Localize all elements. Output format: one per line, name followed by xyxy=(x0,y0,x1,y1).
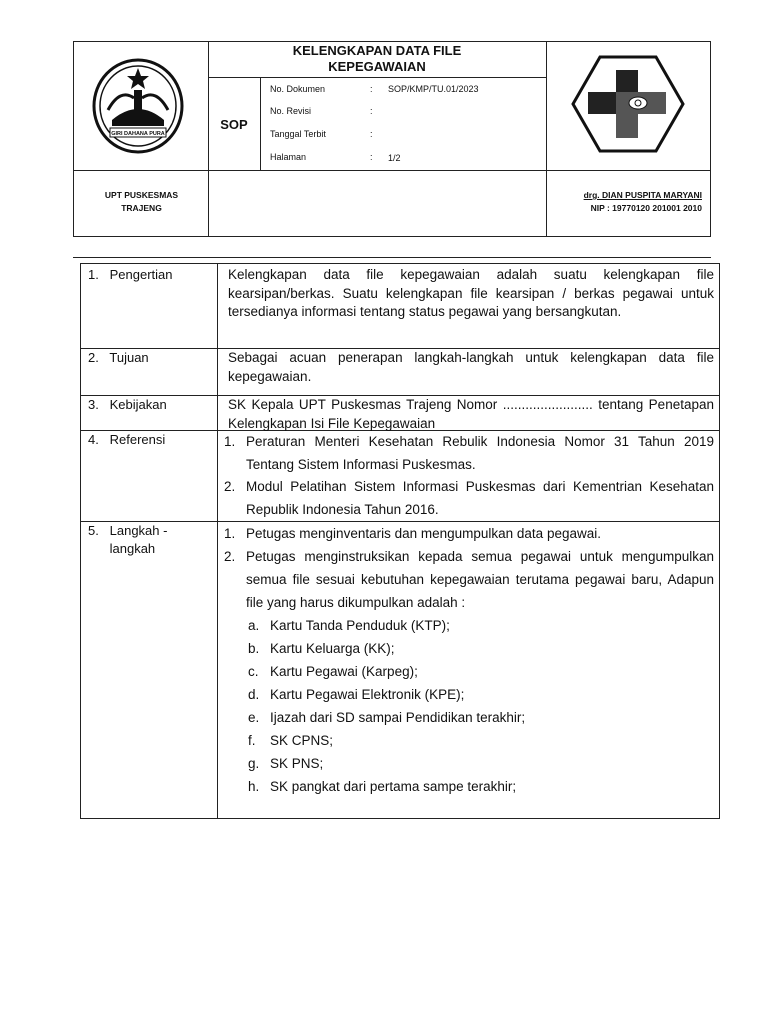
meta-sep-issue-date: : xyxy=(370,129,373,139)
section-title: Pengertian xyxy=(109,267,173,282)
section-number: 1. xyxy=(88,267,99,282)
signer-nip: NIP : 19770120 201001 2010 xyxy=(590,203,702,213)
section-label-referensi xyxy=(88,431,165,449)
svg-text:GIRI DAHANA PURA: GIRI DAHANA PURA xyxy=(111,131,165,137)
section-text-tujuan: Sebagai acuan penerapan langkah-langkah untuk kelengkapan data file kepegawaian. xyxy=(228,350,714,384)
sub-list-item: e. Ijazah dari SD sampai Pendidikan terakhir; xyxy=(248,710,526,725)
sub-list-item: b. Kartu Keluarga (KK); xyxy=(248,641,395,656)
org-line-1: UPT PUSKESMAS xyxy=(104,190,179,200)
section-title: Tujuan xyxy=(109,350,149,365)
section-list-langkah xyxy=(224,522,714,798)
list-item: 2. Petugas menginstruksikan kepada semua pegawai untuk mengumpulkan semua file sesuai kebutuhan kepegawaian terutama pegawai baru, Adapun file yang harus dikumpulkan adalah : xyxy=(224,549,714,610)
org-line-2: TRAJENG xyxy=(121,203,162,213)
section-list-referensi xyxy=(224,431,714,521)
meta-value-doc-no: SOP/KMP/TU.01/2023 xyxy=(388,84,479,94)
separator-rule xyxy=(73,257,711,258)
section-text-kebijakan: SK Kepala UPT Puskesmas Trajeng Nomor ........................ tentang Penetapan Kelengkapan Isi File Kepegawaian xyxy=(228,397,714,431)
document-title xyxy=(208,43,546,75)
section-title: Referensi xyxy=(109,432,166,447)
meta-label-revision: No. Revisi xyxy=(270,106,312,116)
section-number: 2. xyxy=(88,350,99,365)
sub-list-item: h. SK pangkat dari pertama sampe terakhir; xyxy=(248,779,517,794)
meta-label-issue-date: Tanggal Terbit xyxy=(270,129,326,139)
signer-block xyxy=(542,189,702,215)
header-table xyxy=(73,41,711,237)
title-line-2: KEPEGAWAIAN xyxy=(328,59,426,74)
meta-label-page: Halaman xyxy=(270,152,307,162)
puskesmas-cross-logo xyxy=(570,54,686,159)
section-title: Kebijakan xyxy=(109,397,167,412)
section-number: 4. xyxy=(88,432,99,447)
sub-list-item: c. Kartu Pegawai (Karpeg); xyxy=(248,664,418,679)
section-text-pengertian: Kelengkapan data file kepegawaian adalah suatu kelengkapan file kearsipan/berkas. Suatu kelengkapan file kearsipan / berkas pegawai untuk tersedianya informasi tentang status pegawai yang bersangkutan. xyxy=(228,267,714,319)
section-title: Langkah - langkah xyxy=(109,523,168,556)
sub-list-item: g. SK PNS; xyxy=(248,756,324,771)
meta-label-doc-no: No. Dokumen xyxy=(270,84,326,94)
meta-sep-doc-no: : xyxy=(370,84,373,94)
meta-sep-page: : xyxy=(370,152,373,162)
section-number: 5. xyxy=(88,523,99,538)
signer-name: drg. DIAN PUSPITA MARYANI xyxy=(583,190,702,200)
meta-value-page: 1/2 xyxy=(388,153,401,163)
section-label-pengertian xyxy=(88,266,173,284)
sub-list-item: a. Kartu Tanda Penduduk (KTP); xyxy=(248,618,450,633)
section-label-langkah xyxy=(88,522,167,558)
regency-seal-logo xyxy=(90,58,186,159)
list-item: 1. Peraturan Menteri Kesehatan Rebulik Indonesia Nomor 31 Tahun 2019 Tentang Sistem Informasi Puskesmas. xyxy=(224,434,714,472)
meta-sep-revision: : xyxy=(370,106,373,116)
section-label-kebijakan xyxy=(88,396,167,414)
sop-content-table xyxy=(80,263,720,819)
title-line-1: KELENGKAPAN DATA FILE xyxy=(292,43,462,58)
section-label-tujuan xyxy=(88,349,149,367)
section-number: 3. xyxy=(88,397,99,412)
sub-list-item: f. SK CPNS; xyxy=(248,733,334,748)
sub-list-item: d. Kartu Pegawai Elektronik (KPE); xyxy=(248,687,465,702)
list-item: 2. Modul Pelatihan Sistem Informasi Puskesmas dari Kementrian Kesehatan Republik Indonesia Tahun 2016. xyxy=(224,479,714,517)
sop-label: SOP xyxy=(220,116,248,132)
list-item: 1. Petugas menginventaris dan mengumpulkan data pegawai. xyxy=(224,526,601,541)
organization-name xyxy=(74,189,209,215)
